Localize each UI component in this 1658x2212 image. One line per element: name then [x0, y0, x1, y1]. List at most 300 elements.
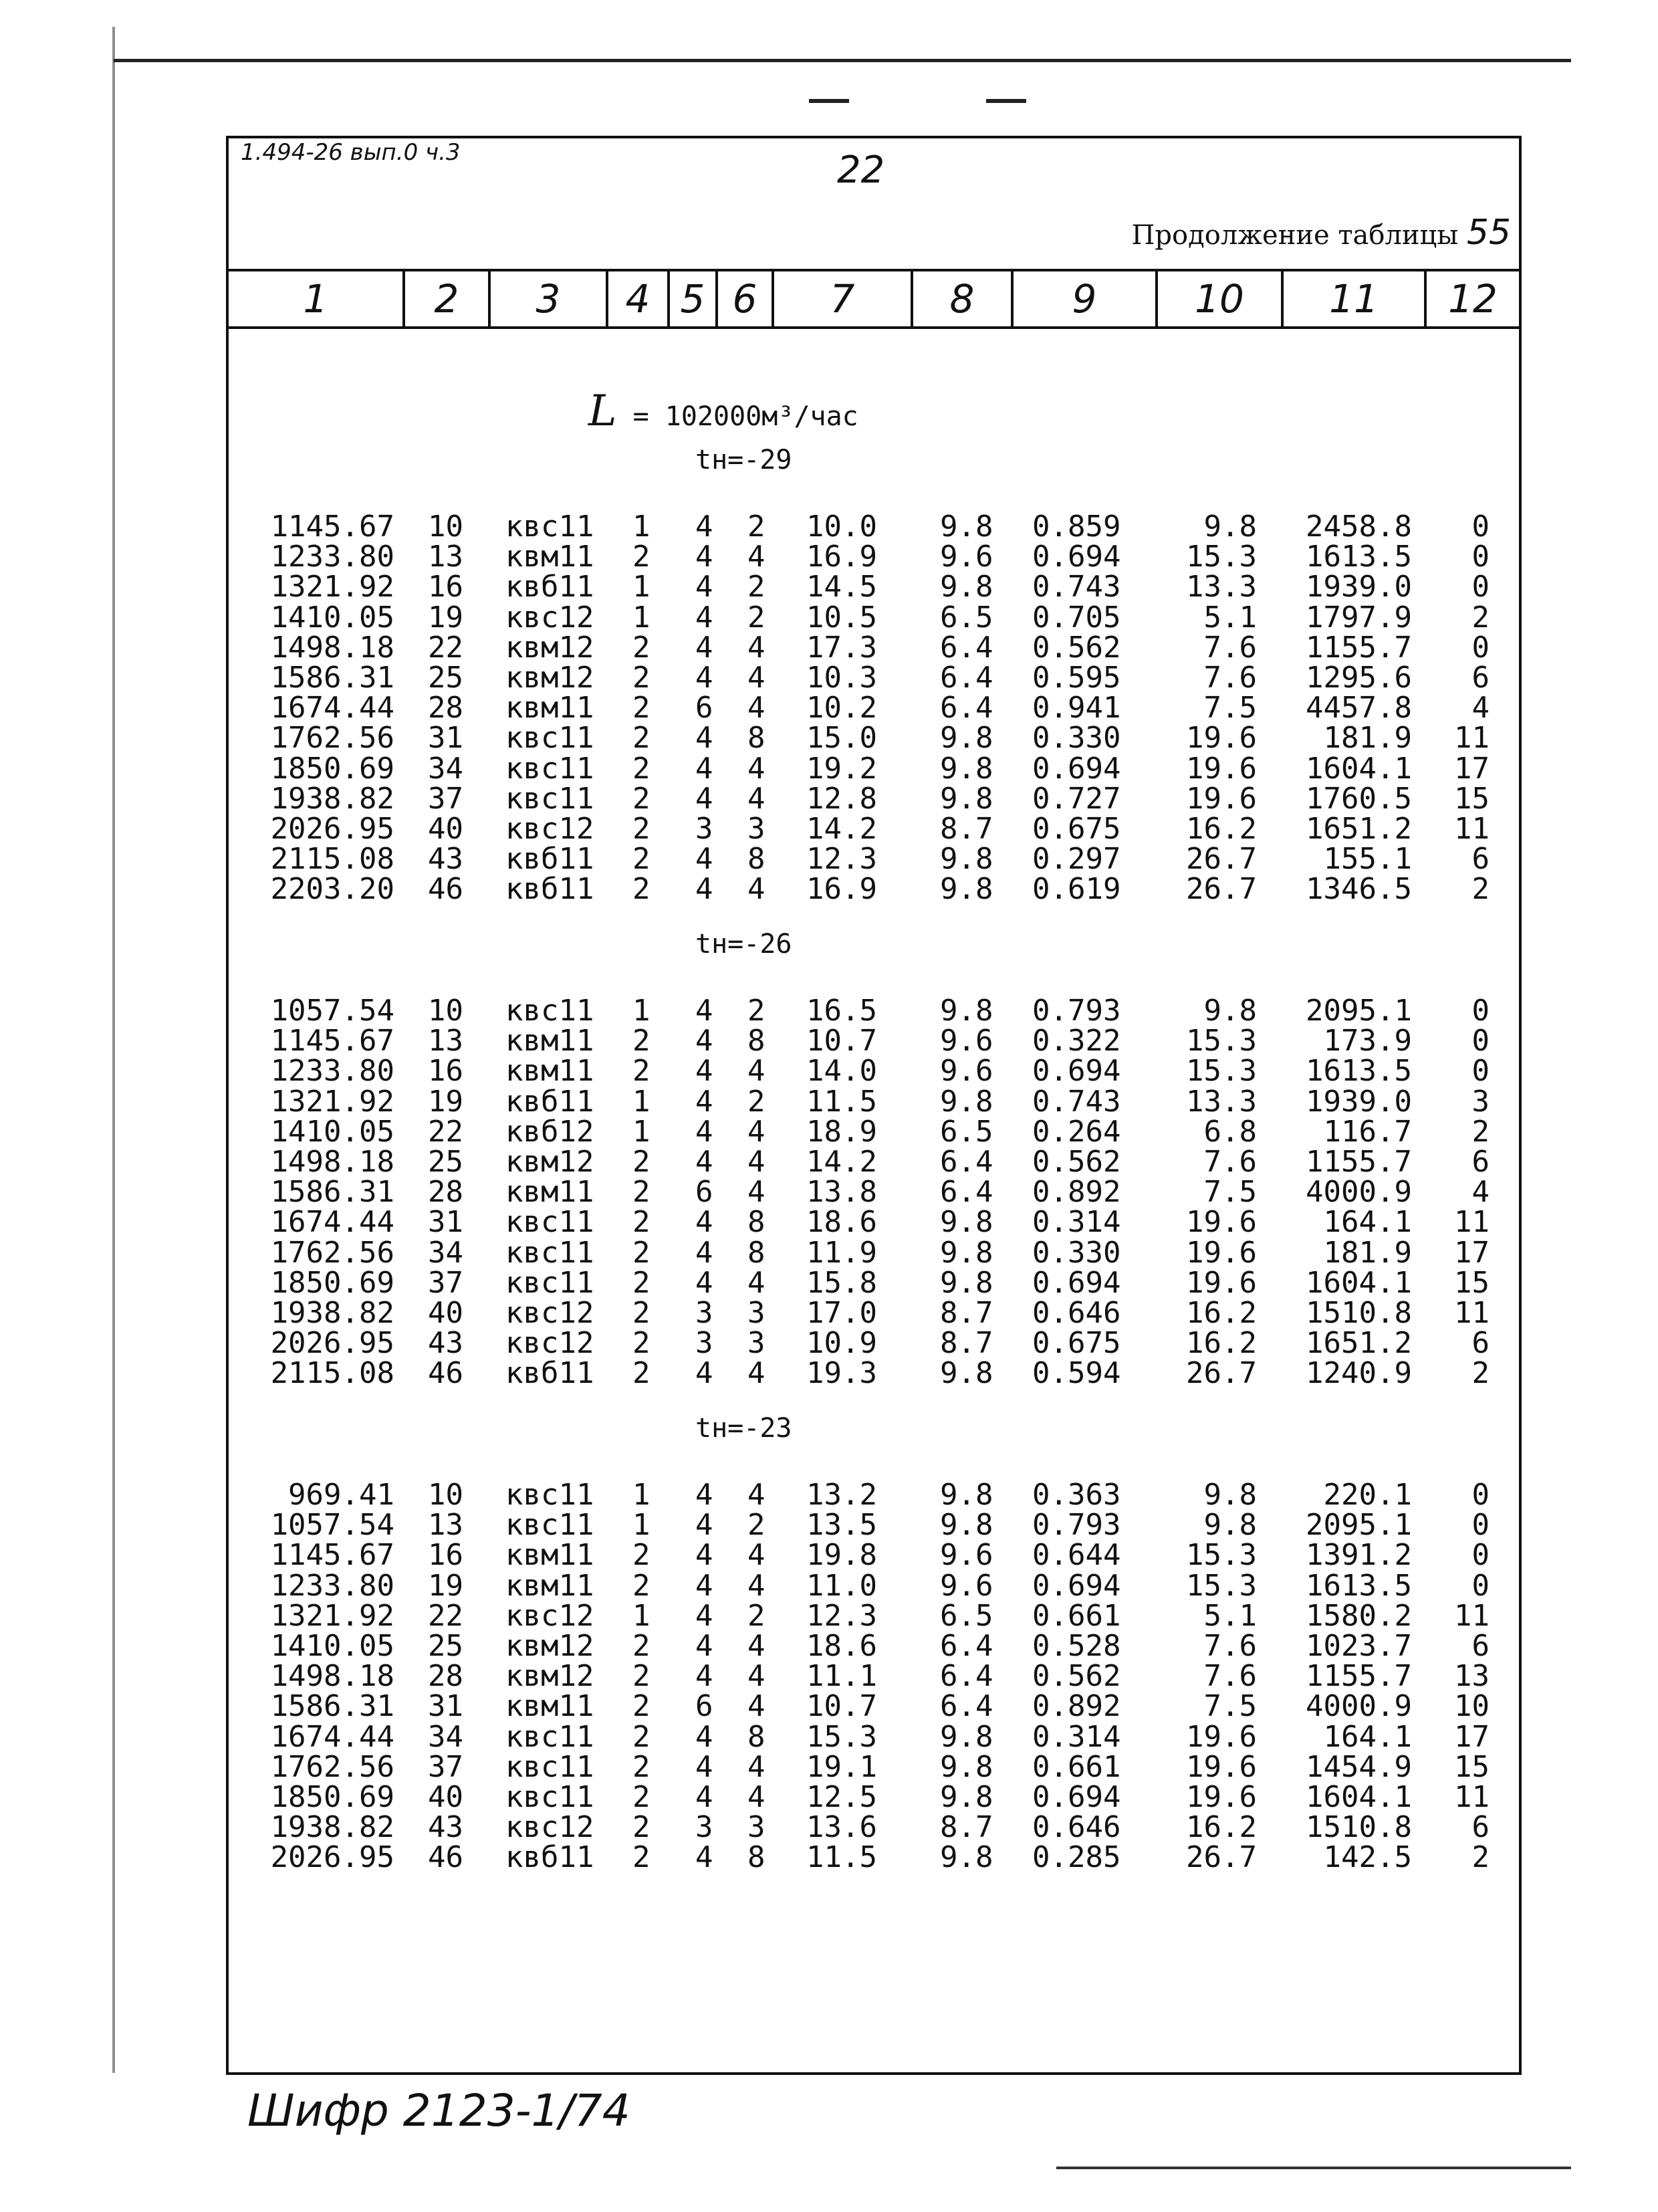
table-cell-col-2: 31	[428, 1689, 463, 1723]
table-cell-col-7: 19.2	[806, 752, 877, 786]
top-dash-left	[809, 99, 849, 103]
table-row	[0, 1812, 1658, 1843]
column-header-6: 6	[715, 271, 772, 326]
table-cell-col-3: квм11	[505, 1175, 594, 1209]
table-cell-col-1: 2115.08	[270, 842, 394, 876]
table-cell-col-9: 0.646	[1032, 1810, 1121, 1844]
table-cell-col-12: 2	[1471, 1356, 1490, 1390]
table-cell-col-12: 11	[1454, 1599, 1490, 1633]
table-cell-col-7: 11.5	[806, 1085, 877, 1119]
table-cell-col-12: 0	[1471, 994, 1490, 1028]
table-cell-col-8: 9.8	[940, 1508, 993, 1542]
table-cell-col-6: 2	[747, 1085, 765, 1119]
table-cell-col-4: 2	[632, 661, 650, 695]
table-cell-col-2: 46	[428, 1840, 463, 1874]
section-label: tн=-23	[695, 1413, 792, 1444]
table-cell-col-9: 0.859	[1032, 510, 1121, 544]
section-label: tн=-29	[695, 445, 792, 475]
table-cell-col-11: 1613.5	[1306, 1569, 1412, 1603]
table-cell-col-1: 1586.31	[270, 661, 394, 695]
table-cell-col-3: квм11	[505, 1569, 594, 1603]
column-header-2: 2	[402, 271, 488, 326]
table-cell-col-3: квс11	[505, 1205, 594, 1239]
table-cell-col-10: 7.6	[1203, 631, 1257, 665]
table-cell-col-6: 4	[747, 631, 765, 665]
table-cell-col-5: 4	[695, 1054, 713, 1088]
table-cell-col-7: 13.6	[806, 1810, 877, 1844]
table-cell-col-1: 1410.05	[270, 1115, 394, 1149]
table-row	[0, 754, 1658, 784]
table-cell-col-3: квб12	[505, 1115, 594, 1149]
table-cell-col-10: 16.2	[1186, 812, 1257, 846]
table-cell-col-5: 4	[695, 1538, 713, 1572]
table-cell-col-7: 14.2	[806, 1145, 877, 1179]
table-cell-col-10: 7.5	[1203, 1175, 1257, 1209]
table-row	[0, 1117, 1658, 1147]
table-cell-col-7: 14.2	[806, 812, 877, 846]
table-cell-col-10: 26.7	[1186, 872, 1257, 906]
table-cell-col-5: 4	[695, 752, 713, 786]
table-cell-col-1: 1498.18	[270, 1145, 394, 1179]
table-cell-col-9: 0.528	[1032, 1629, 1121, 1663]
table-cell-col-8: 9.8	[940, 1478, 993, 1512]
table-cell-col-10: 7.6	[1203, 1629, 1257, 1663]
table-cell-col-1: 969.41	[288, 1478, 394, 1512]
table-cell-col-5: 4	[695, 782, 713, 816]
table-cell-col-10: 7.5	[1203, 1689, 1257, 1723]
table-cell-col-12: 11	[1454, 812, 1490, 846]
column-header-4: 4	[606, 271, 667, 326]
table-cell-col-6: 4	[747, 872, 765, 906]
table-cell-col-11: 164.1	[1323, 1205, 1412, 1239]
table-row	[0, 1238, 1658, 1268]
table-cell-col-4: 1	[632, 1085, 650, 1119]
table-cell-col-5: 4	[695, 1599, 713, 1633]
table-row	[0, 693, 1658, 724]
column-header-3: 3	[488, 271, 606, 326]
table-cell-col-11: 1346.5	[1306, 872, 1412, 906]
table-cell-col-2: 16	[428, 1538, 463, 1572]
table-cell-col-7: 10.2	[806, 691, 877, 725]
table-cell-col-2: 22	[428, 1115, 463, 1149]
table-cell-col-2: 13	[428, 1508, 463, 1542]
table-cell-col-12: 6	[1471, 1629, 1490, 1663]
table-row	[0, 784, 1658, 814]
table-cell-col-1: 1850.69	[270, 752, 394, 786]
table-cell-col-9: 0.694	[1032, 1054, 1121, 1088]
table-cell-col-8: 6.4	[940, 1629, 993, 1663]
table-cell-col-3: квс11	[505, 1750, 594, 1784]
table-cell-col-11: 4457.8	[1306, 691, 1412, 725]
table-cell-col-9: 0.264	[1032, 1115, 1121, 1149]
table-cell-col-9: 0.330	[1032, 1236, 1121, 1270]
table-cell-col-9: 0.595	[1032, 661, 1121, 695]
table-cell-col-10: 19.6	[1186, 1720, 1257, 1754]
table-cell-col-8: 6.4	[940, 691, 993, 725]
table-cell-col-5: 4	[695, 1024, 713, 1058]
table-row	[0, 996, 1658, 1026]
table-cell-col-4: 2	[632, 1780, 650, 1814]
table-cell-col-2: 31	[428, 1205, 463, 1239]
table-cell-col-8: 9.8	[940, 570, 993, 604]
table-row	[0, 572, 1658, 602]
table-cell-col-1: 1233.80	[270, 1054, 394, 1088]
table-cell-col-3: квм11	[505, 1538, 594, 1572]
table-cell-col-8: 6.4	[940, 1145, 993, 1179]
table-cell-col-12: 15	[1454, 1266, 1490, 1300]
table-cell-col-10: 6.8	[1203, 1115, 1257, 1149]
table-cell-col-4: 1	[632, 1508, 650, 1542]
table-cell-col-12: 6	[1471, 661, 1490, 695]
table-row	[0, 663, 1658, 693]
table-cell-col-12: 0	[1471, 1569, 1490, 1603]
table-cell-col-9: 0.892	[1032, 1175, 1121, 1209]
table-cell-col-2: 34	[428, 752, 463, 786]
table-cell-col-7: 11.5	[806, 1840, 877, 1874]
airflow-formula	[588, 386, 858, 436]
table-cell-col-3: квс11	[505, 1508, 594, 1542]
table-cell-col-7: 10.9	[806, 1326, 877, 1360]
table-cell-col-12: 0	[1471, 1054, 1490, 1088]
table-cell-col-2: 22	[428, 631, 463, 665]
table-cell-col-8: 8.7	[940, 1326, 993, 1360]
table-cell-col-1: 2026.95	[270, 812, 394, 846]
table-cell-col-2: 43	[428, 1810, 463, 1844]
table-cell-col-7: 19.8	[806, 1538, 877, 1572]
table-cell-col-4: 2	[632, 1750, 650, 1784]
table-cell-col-4: 2	[632, 1689, 650, 1723]
formula-equals: =	[632, 401, 649, 432]
table-cell-col-7: 12.3	[806, 1599, 877, 1633]
table-cell-col-4: 2	[632, 1629, 650, 1663]
table-cell-col-8: 6.5	[940, 1599, 993, 1633]
table-cell-col-6: 4	[747, 1780, 765, 1814]
table-cell-col-1: 1498.18	[270, 631, 394, 665]
table-cell-col-9: 0.694	[1032, 1266, 1121, 1300]
table-cell-col-5: 6	[695, 691, 713, 725]
formula-value: 102000м³/час	[665, 401, 858, 432]
table-cell-col-2: 19	[428, 1085, 463, 1119]
column-header-7: 7	[772, 271, 911, 326]
table-row	[0, 1207, 1658, 1238]
table-cell-col-3: квм12	[505, 631, 594, 665]
table-cell-col-2: 10	[428, 510, 463, 544]
table-cell-col-12: 0	[1471, 570, 1490, 604]
table-cell-col-8: 9.6	[940, 1538, 993, 1572]
table-cell-col-4: 2	[632, 1569, 650, 1603]
table-cell-col-11: 1023.7	[1306, 1629, 1412, 1663]
table-cell-col-11: 181.9	[1323, 1236, 1412, 1270]
table-cell-col-8: 9.8	[940, 752, 993, 786]
table-cell-col-9: 0.694	[1032, 1780, 1121, 1814]
table-cell-col-6: 2	[747, 1599, 765, 1633]
table-cell-col-11: 4000.9	[1306, 1175, 1412, 1209]
table-cell-col-2: 40	[428, 1296, 463, 1330]
table-cell-col-8: 9.8	[940, 842, 993, 876]
table-cell-col-3: квм12	[505, 1145, 594, 1179]
table-cell-col-7: 18.6	[806, 1205, 877, 1239]
table-cell-col-6: 8	[747, 1024, 765, 1058]
table-cell-col-2: 10	[428, 994, 463, 1028]
table-cell-col-12: 0	[1471, 510, 1490, 544]
table-cell-col-1: 1145.67	[270, 1538, 394, 1572]
table-cell-col-10: 15.3	[1186, 540, 1257, 574]
table-cell-col-12: 2	[1471, 600, 1490, 635]
table-cell-col-10: 26.7	[1186, 1840, 1257, 1874]
table-cell-col-2: 37	[428, 782, 463, 816]
table-cell-col-6: 8	[747, 1236, 765, 1270]
table-cell-col-12: 15	[1454, 782, 1490, 816]
table-cell-col-2: 31	[428, 721, 463, 755]
table-cell-col-6: 4	[747, 1266, 765, 1300]
table-cell-col-11: 2095.1	[1306, 994, 1412, 1028]
table-cell-col-11: 4000.9	[1306, 1689, 1412, 1723]
table-cell-col-1: 1938.82	[270, 782, 394, 816]
table-cell-col-11: 173.9	[1323, 1024, 1412, 1058]
table-row	[0, 844, 1658, 875]
table-cell-col-3: квм12	[505, 1659, 594, 1693]
table-cell-col-2: 46	[428, 872, 463, 906]
table-cell-col-3: квс11	[505, 1266, 594, 1300]
table-cell-col-1: 1410.05	[270, 1629, 394, 1663]
column-header-5: 5	[667, 271, 715, 326]
table-cell-col-9: 0.363	[1032, 1478, 1121, 1512]
table-cell-col-5: 4	[695, 872, 713, 906]
table-cell-col-7: 19.1	[806, 1750, 877, 1784]
table-cell-col-9: 0.562	[1032, 1659, 1121, 1693]
table-row	[0, 512, 1658, 542]
table-cell-col-11: 164.1	[1323, 1720, 1412, 1754]
table-cell-col-10: 15.3	[1186, 1538, 1257, 1572]
table-cell-col-6: 2	[747, 600, 765, 635]
table-cell-col-5: 4	[695, 661, 713, 695]
table-cell-col-7: 13.5	[806, 1508, 877, 1542]
table-cell-col-8: 8.7	[940, 1810, 993, 1844]
table-cell-col-10: 5.1	[1203, 1599, 1257, 1633]
table-cell-col-5: 4	[695, 1266, 713, 1300]
table-cell-col-4: 2	[632, 752, 650, 786]
table-cell-col-9: 0.322	[1032, 1024, 1121, 1058]
table-cell-col-8: 9.8	[940, 721, 993, 755]
table-cell-col-2: 16	[428, 1054, 463, 1088]
bottom-rule	[1056, 2167, 1571, 2169]
table-cell-col-5: 4	[695, 721, 713, 755]
table-cell-col-5: 4	[695, 1720, 713, 1754]
table-cell-col-3: квм11	[505, 540, 594, 574]
table-cell-col-10: 9.8	[1203, 1508, 1257, 1542]
table-cell-col-2: 10	[428, 1478, 463, 1512]
table-cell-col-4: 1	[632, 1115, 650, 1149]
formula-symbol: L	[588, 386, 617, 436]
table-cell-col-2: 16	[428, 570, 463, 604]
table-cell-col-8: 9.8	[940, 1266, 993, 1300]
table-row	[0, 1540, 1658, 1571]
table-cell-col-10: 19.6	[1186, 1750, 1257, 1784]
table-row	[0, 1087, 1658, 1117]
table-cell-col-1: 1674.44	[270, 1205, 394, 1239]
table-cell-col-2: 13	[428, 540, 463, 574]
table-cell-col-4: 2	[632, 1175, 650, 1209]
table-cell-col-11: 1613.5	[1306, 540, 1412, 574]
table-cell-col-1: 2115.08	[270, 1356, 394, 1390]
table-cell-col-6: 4	[747, 1659, 765, 1693]
table-row	[0, 723, 1658, 754]
table-cell-col-9: 0.694	[1032, 540, 1121, 574]
table-cell-col-9: 0.562	[1032, 631, 1121, 665]
table-cell-col-1: 1850.69	[270, 1780, 394, 1814]
table-cell-col-8: 9.8	[940, 1840, 993, 1874]
table-cell-col-8: 9.8	[940, 872, 993, 906]
table-cell-col-7: 18.9	[806, 1115, 877, 1149]
table-cell-col-9: 0.644	[1032, 1538, 1121, 1572]
table-cell-col-7: 15.3	[806, 1720, 877, 1754]
table-cell-col-11: 1155.7	[1306, 631, 1412, 665]
table-row	[0, 874, 1658, 905]
table-cell-col-3: квс11	[505, 994, 594, 1028]
table-cell-col-2: 19	[428, 600, 463, 635]
table-cell-col-1: 1850.69	[270, 1266, 394, 1300]
table-cell-col-5: 4	[695, 1085, 713, 1119]
table-cell-col-11: 2095.1	[1306, 1508, 1412, 1542]
table-cell-col-1: 1762.56	[270, 1750, 394, 1784]
table-cell-col-9: 0.594	[1032, 1356, 1121, 1390]
table-row	[0, 1056, 1658, 1087]
table-cell-col-3: квб11	[505, 872, 594, 906]
table-cell-col-1: 1145.67	[270, 1024, 394, 1058]
table-cell-col-8: 9.8	[940, 1780, 993, 1814]
table-cell-col-1: 1938.82	[270, 1296, 394, 1330]
table-cell-col-8: 8.7	[940, 1296, 993, 1330]
table-cell-col-11: 1939.0	[1306, 1085, 1412, 1119]
table-cell-col-6: 4	[747, 1054, 765, 1088]
table-cell-col-3: квб11	[505, 1356, 594, 1390]
table-cell-col-3: квм11	[505, 1054, 594, 1088]
table-cell-col-3: квс12	[505, 812, 594, 846]
top-dash-right	[986, 99, 1026, 103]
table-cell-col-7: 10.0	[806, 510, 877, 544]
table-cell-col-9: 0.314	[1032, 1205, 1121, 1239]
table-cell-col-2: 37	[428, 1750, 463, 1784]
table-cell-col-2: 28	[428, 1175, 463, 1209]
table-cell-col-2: 43	[428, 842, 463, 876]
table-cell-col-8: 9.8	[940, 1085, 993, 1119]
table-cell-col-9: 0.694	[1032, 1569, 1121, 1603]
table-cell-col-4: 2	[632, 540, 650, 574]
table-cell-col-6: 4	[747, 752, 765, 786]
table-cell-col-7: 12.5	[806, 1780, 877, 1814]
column-header-1: 1	[303, 276, 328, 322]
table-cell-col-10: 19.6	[1186, 721, 1257, 755]
table-cell-col-4: 2	[632, 1659, 650, 1693]
table-cell-col-4: 2	[632, 872, 650, 906]
table-cell-col-9: 0.285	[1032, 1840, 1121, 1874]
table-cell-col-4: 2	[632, 1538, 650, 1572]
table-cell-col-2: 40	[428, 1780, 463, 1814]
table-cell-col-8: 9.6	[940, 1024, 993, 1058]
table-cell-col-8: 9.8	[940, 1236, 993, 1270]
table-cell-col-12: 6	[1471, 1326, 1490, 1360]
table-cell-col-11: 1510.8	[1306, 1810, 1412, 1844]
table-cell-col-9: 0.661	[1032, 1750, 1121, 1784]
table-cell-col-4: 2	[632, 1024, 650, 1058]
table-row	[0, 1752, 1658, 1783]
table-cell-col-10: 9.8	[1203, 1478, 1257, 1512]
table-cell-col-9: 0.743	[1032, 570, 1121, 604]
table-row	[0, 1480, 1658, 1511]
table-cell-col-8: 9.8	[940, 782, 993, 816]
table-cell-col-6: 4	[747, 661, 765, 695]
table-cell-col-1: 1674.44	[270, 1720, 394, 1754]
table-row	[0, 1298, 1658, 1329]
table-cell-col-9: 0.297	[1032, 842, 1121, 876]
table-cell-col-2: 25	[428, 1145, 463, 1179]
table-cell-col-12: 0	[1471, 540, 1490, 574]
table-cell-col-10: 7.6	[1203, 1659, 1257, 1693]
table-cell-col-6: 8	[747, 1205, 765, 1239]
table-cell-col-2: 22	[428, 1599, 463, 1633]
table-cell-col-11: 1155.7	[1306, 1659, 1412, 1693]
table-cell-col-6: 2	[747, 570, 765, 604]
table-cell-col-1: 1938.82	[270, 1810, 394, 1844]
table-cell-col-6: 2	[747, 994, 765, 1028]
table-cell-col-12: 15	[1454, 1750, 1490, 1784]
table-cell-col-8: 9.8	[940, 994, 993, 1028]
table-cell-col-7: 19.3	[806, 1356, 877, 1390]
table-cell-col-3: квм12	[505, 1629, 594, 1663]
table-cell-col-5: 4	[695, 1750, 713, 1784]
table-cell-col-6: 8	[747, 721, 765, 755]
table-cell-col-5: 4	[695, 600, 713, 635]
table-cell-col-2: 25	[428, 661, 463, 695]
table-cell-col-12: 0	[1471, 631, 1490, 665]
table-cell-col-5: 4	[695, 1569, 713, 1603]
table-row	[0, 1571, 1658, 1601]
table-cell-col-7: 10.7	[806, 1024, 877, 1058]
table-cell-col-5: 4	[695, 631, 713, 665]
table-cell-col-5: 4	[695, 1780, 713, 1814]
table-cell-col-5: 4	[695, 1115, 713, 1149]
table-cell-col-6: 4	[747, 1629, 765, 1663]
table-number: 55	[1466, 213, 1511, 253]
table-cell-col-12: 17	[1454, 752, 1490, 786]
table-cell-col-3: квб11	[505, 570, 594, 604]
table-cell-col-10: 15.3	[1186, 1054, 1257, 1088]
page-number: 22	[837, 148, 885, 192]
table-cell-col-2: 46	[428, 1356, 463, 1390]
table-cell-col-12: 17	[1454, 1236, 1490, 1270]
table-cell-col-10: 16.2	[1186, 1810, 1257, 1844]
table-cell-col-9: 0.727	[1032, 782, 1121, 816]
table-cell-col-3: квм11	[505, 1689, 594, 1723]
table-cell-col-10: 19.6	[1186, 1780, 1257, 1814]
table-cell-col-9: 0.562	[1032, 1145, 1121, 1179]
table-cell-col-6: 2	[747, 510, 765, 544]
table-cell-col-11: 220.1	[1323, 1478, 1412, 1512]
table-cell-col-7: 16.9	[806, 872, 877, 906]
table-cell-col-5: 4	[695, 510, 713, 544]
table-cell-col-3: квс11	[505, 1236, 594, 1270]
table-cell-col-12: 11	[1454, 1780, 1490, 1814]
table-cell-col-6: 8	[747, 1840, 765, 1874]
table-cell-col-1: 1145.67	[270, 510, 394, 544]
table-row	[0, 1631, 1658, 1662]
table-cell-col-8: 9.6	[940, 1054, 993, 1088]
table-cell-col-6: 4	[747, 1750, 765, 1784]
table-cell-col-12: 0	[1471, 1538, 1490, 1572]
table-cell-col-10: 9.8	[1203, 510, 1257, 544]
table-cell-col-5: 4	[695, 1145, 713, 1179]
table-cell-col-4: 2	[632, 1296, 650, 1330]
